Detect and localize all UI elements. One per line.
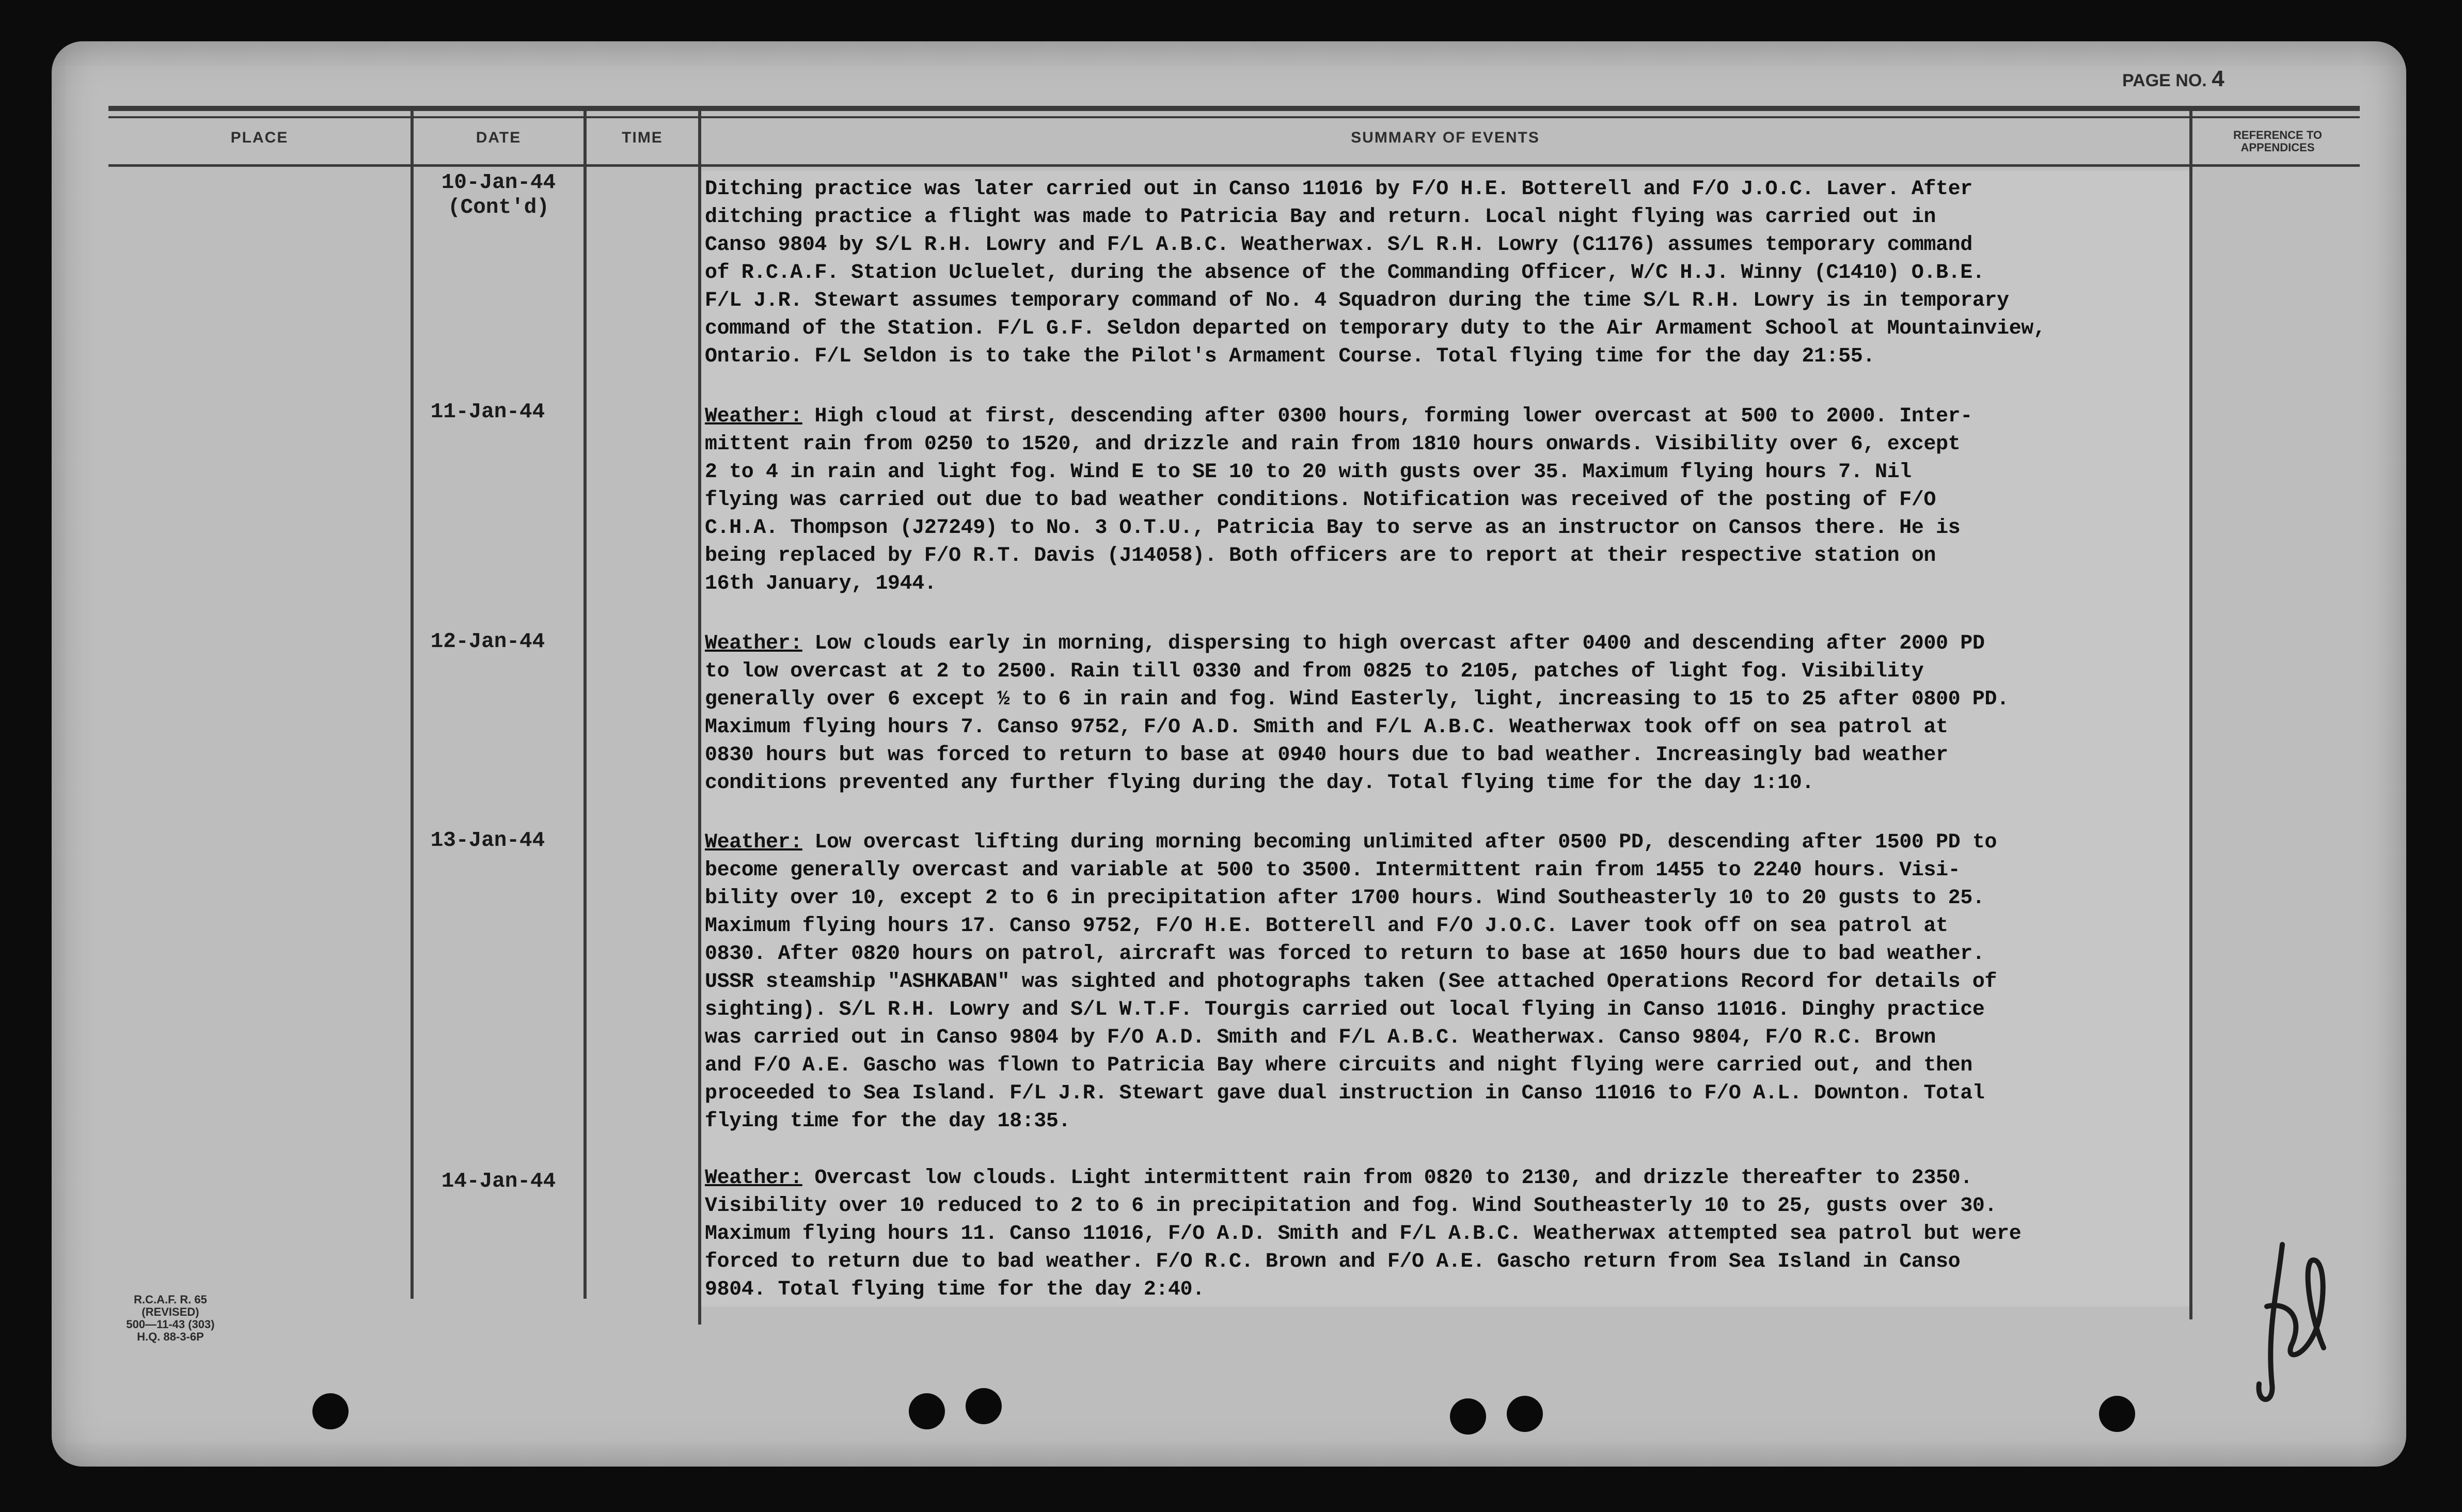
entry-4-line: bility over 10, except 2 to 6 in precipitation after 1700 hours. Wind Southeasterly 10 to 20 gusts to 25. xyxy=(705,887,1985,910)
form-id-line: R.C.A.F. R. 65 (REVISED) xyxy=(134,1293,207,1318)
entry-4-line: USSR steamship "ASHKABAN" was sighted and photographs taken (See attached Operations Record for details of xyxy=(705,970,1997,994)
entry-summary-1 xyxy=(705,176,2187,371)
entry-4-line: was carried out in Canso 9804 by F/O A.D. Smith and F/L A.B.C. Weatherwax. Canso 9804, F/O R.C. Brown xyxy=(705,1026,1936,1049)
page-number-value: 4 xyxy=(2212,66,2224,91)
entry-summary-5 xyxy=(705,1164,2187,1304)
form-id-line: 500—11-43 (303) xyxy=(126,1318,215,1331)
header-rule-top xyxy=(108,106,2360,111)
entry-1-line: Ontario. F/L Seldon is to take the Pilot's Armament Course. Total flying time for the day 21:55. xyxy=(705,345,1875,368)
header-rule-bottom xyxy=(108,164,2360,167)
entry-3-line: conditions prevented any further flying during the day. Total flying time for the day 1:10. xyxy=(705,771,1814,795)
entry-2-line: 2 to 4 in rain and light fog. Wind E to SE 10 to 20 with gusts over 35. Maximum flying hours 7. Nil xyxy=(705,461,1912,484)
entry-3-line: 0830 hours but was forced to return to base at 0940 hours due to bad weather. Increasingly bad weather xyxy=(705,744,1948,767)
header-reference-line-1: REFERENCE TO xyxy=(2233,129,2322,141)
entry-3-line: generally over 6 except ½ to 6 in rain and fog. Wind Easterly, light, increasing to 15 to 25 after 0800 PD. xyxy=(705,688,2009,711)
header-reference-line-2: APPENDICES xyxy=(2240,141,2315,154)
entry-5-line xyxy=(705,1164,2187,1192)
weather-label: Weather: xyxy=(705,1167,802,1190)
entry-date-1-line-2: (Cont'd) xyxy=(448,196,549,219)
weather-label: Weather: xyxy=(705,632,802,655)
form-identifier xyxy=(108,1294,232,1343)
entry-4-line: 0830. After 0820 hours on patrol, aircraft was forced to return to base at 1650 hours due to bad weather. xyxy=(705,942,1985,966)
entry-1-line: F/L J.R. Stewart assumes temporary command of No. 4 Squadron during the time S/L R.H. Lowry is in temporary xyxy=(705,289,2009,312)
binder-hole xyxy=(966,1388,1002,1424)
form-id-line: H.Q. 88-3-6P xyxy=(137,1330,204,1343)
entry-date-4: 13-Jan-44 xyxy=(430,829,545,853)
binder-hole xyxy=(1450,1398,1486,1435)
entry-date-1-line-1: 10-Jan-44 xyxy=(441,171,556,195)
weather-label: Weather: xyxy=(705,405,802,428)
entry-2-line: mittent rain from 0250 to 1520, and drizzle and rain from 1810 hours onwards. Visibility over 6, except xyxy=(705,433,1961,456)
column-divider-date xyxy=(583,111,587,1299)
page-number xyxy=(2122,66,2224,92)
entry-5-line-text: Overcast low clouds. Light intermittent rain from 0820 to 2130, and drizzle thereafter to 2350. xyxy=(802,1167,1972,1190)
header-place: PLACE xyxy=(230,129,289,146)
page-number-label: PAGE NO. xyxy=(2122,71,2207,90)
entry-3-line: to low overcast at 2 to 2500. Rain till 0330 and from 0825 to 2105, patches of light fog. Visibility xyxy=(705,660,1924,683)
header-summary: SUMMARY OF EVENTS xyxy=(1351,129,1540,146)
entry-1-line: of R.C.A.F. Station Ucluelet, during the absence of the Commanding Officer, W/C H.J. Winny (C1410) O.B.E. xyxy=(705,261,1985,285)
header-reference xyxy=(2192,129,2363,154)
entry-4-line: flying time for the day 18:35. xyxy=(705,1110,1071,1133)
entry-3-line xyxy=(705,630,2187,658)
entry-4-line xyxy=(705,829,2187,857)
entry-4-line-text: Low overcast lifting during morning becoming unlimited after 0500 PD, descending after 1500 PD to xyxy=(802,831,1997,854)
column-divider-place xyxy=(411,111,414,1299)
header-rule-second xyxy=(108,116,2360,118)
entry-4-line: sighting). S/L R.H. Lowry and S/L W.T.F. Tourgis carried out local flying in Canso 11016. Dinghy practice xyxy=(705,998,1985,1021)
entry-4-line: become generally overcast and variable at 500 to 3500. Intermittent rain from 1455 to 2240 hours. Visi- xyxy=(705,859,1961,882)
entry-1-line: Canso 9804 by S/L R.H. Lowry and F/L A.B.C. Weatherwax. S/L R.H. Lowry (C1176) assumes temporary command xyxy=(705,233,1972,257)
entry-summary-2 xyxy=(705,403,2187,598)
entry-5-line: forced to return due to bad weather. F/O R.C. Brown and F/O A.E. Gascho return from Sea Island in Canso xyxy=(705,1250,1961,1273)
entry-4-line: and F/O A.E. Gascho was flown to Patricia Bay where circuits and night flying were carried out, and then xyxy=(705,1054,1972,1077)
binder-hole xyxy=(312,1393,349,1429)
entry-2-line-text: High cloud at first, descending after 0300 hours, forming lower overcast at 500 to 2000. Inter- xyxy=(802,405,1972,428)
entry-2-line: 16th January, 1944. xyxy=(705,572,937,595)
entry-5-line: Visibility over 10 reduced to 2 to 6 in precipitation and fog. Wind Southeasterly 10 to 25, gusts over 30. xyxy=(705,1194,1997,1218)
binder-hole xyxy=(2099,1396,2135,1432)
entry-2-line xyxy=(705,403,2187,431)
entry-date-1 xyxy=(414,170,583,220)
header-time: TIME xyxy=(622,129,663,146)
entry-5-line: Maximum flying hours 11. Canso 11016, F/O A.D. Smith and F/L A.B.C. Weatherwax attempted sea patrol but were xyxy=(705,1222,2022,1246)
entry-4-line: proceeded to Sea Island. F/L J.R. Stewart gave dual instruction in Canso 11016 to F/O A.L. Downton. Total xyxy=(705,1082,1985,1105)
entry-2-line: being replaced by F/O R.T. Davis (J14058). Both officers are to report at their respective station on xyxy=(705,544,1936,568)
header-date: DATE xyxy=(476,129,522,146)
weather-label: Weather: xyxy=(705,831,802,854)
entry-1-line: ditching practice a flight was made to Patricia Bay and return. Local night flying was carried out in xyxy=(705,206,1936,229)
entry-2-line: flying was carried out due to bad weather conditions. Notification was received of the posting of F/O xyxy=(705,489,1936,512)
entry-date-5: 14-Jan-44 xyxy=(441,1170,556,1193)
entry-summary-3 xyxy=(705,630,2187,797)
entry-5-line: 9804. Total flying time for the day 2:40. xyxy=(705,1278,1205,1301)
entry-3-line: Maximum flying hours 7. Canso 9752, F/O A.D. Smith and F/L A.B.C. Weatherwax took off on sea patrol at xyxy=(705,716,1948,739)
entry-3-line-text: Low clouds early in morning, dispersing to high overcast after 0400 and descending after 2000 PD xyxy=(802,632,1985,655)
entry-2-line: C.H.A. Thompson (J27249) to No. 3 O.T.U., Patricia Bay to serve as an instructor on Cansos there. He is xyxy=(705,516,1961,540)
column-divider-summary xyxy=(2189,111,2192,1319)
entry-summary-4 xyxy=(705,829,2187,1136)
entry-4-line: Maximum flying hours 17. Canso 9752, F/O H.E. Botterell and F/O J.O.C. Laver took off on sea patrol at xyxy=(705,915,1948,938)
column-divider-time xyxy=(698,111,701,1325)
entry-date-2: 11-Jan-44 xyxy=(430,400,545,424)
entry-date-3: 12-Jan-44 xyxy=(430,630,545,654)
binder-hole xyxy=(909,1393,945,1429)
handwritten-initials xyxy=(2246,1229,2339,1425)
entry-1-line: Ditching practice was later carried out in Canso 11016 by F/O H.E. Botterell and F/O J.O.C. Laver. After xyxy=(705,178,1972,201)
binder-hole xyxy=(1507,1396,1543,1432)
entry-1-line: command of the Station. F/L G.F. Seldon departed on temporary duty to the Air Armament School at Mountainview, xyxy=(705,317,2046,340)
